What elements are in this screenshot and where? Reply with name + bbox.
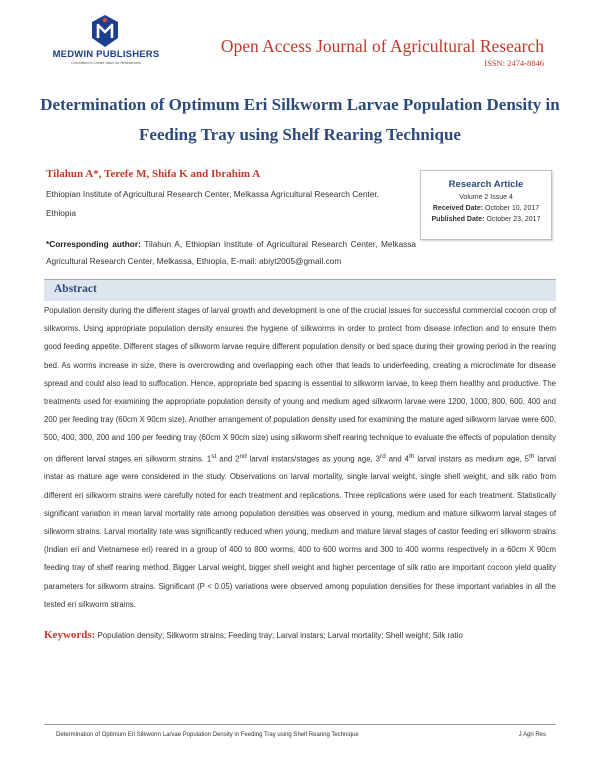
- paper-title: Determination of Optimum Eri Silkworm Larvae Population Density in Feeding Tray using Shelf Rearing Technique: [40, 95, 560, 144]
- abstract-header: [44, 279, 556, 301]
- corresponding-text: Tilahun A, Ethiopian Institute of Agricultural Research Center, Melkassa Agricultural Research Center, Melkassa, Ethiopia, E-mail: abiyt2005@gmail.com: [46, 239, 416, 266]
- corresponding-author: [46, 236, 416, 270]
- journal-title: Open Access Journal of Agricultural Research: [220, 36, 544, 56]
- publisher-name: MEDWIN PUBLISHERS: [52, 49, 160, 60]
- footer-divider: [44, 724, 556, 725]
- author-affiliation: Ethiopian Institute of Agricultural Research Center, Melkassa Agricultural Research Center, Ethiopia: [46, 189, 379, 218]
- published-label: Published Date:: [431, 216, 485, 223]
- abstract-text: Population density during the different stages of larval growth and development is one of the crucial issues for successful commercial cocoon crop of silkworms. Using appropriate population density ensures the hygiene of silkworms in order to protect from disease infection and to ensure them good feeding appetite. Different stages of silkworm larvae require different population density or bed space during their growing period in the rearing bed. As worms increase in size, there is overcrowding and overlapping each other that leads to underfeeding, creating a microclimate for disease spread and could also lead to suffocation. Hence, appropriate bed spacing is essential to silkworm larvae, to keep them healthy and productive. The treatments used for examining the appropriate population density of young and medium aged silkworm larvae were 1200, 1000, 800, 600, 400 and 200 per feeding tray (60cm X 90cm size). Another arrangement of population density used for examining the mature aged silkworm larvae were 600, 500, 400, 300, 200 and 100 per feeding tray (60cm X 90cm size) using silkworm shelf rearing technique to evaluate the effects of population density on different larval stages eri silkworm strains. 1st and 2nd larval instars/stages as young age, 3rd and 4th larval instars as medium age, 5th larval instar as mature age were considered in the study. Observations on larval mortality, single larval weight, single shell weight, and silk ratio from different eri silkworm strains were carefully noted for each treatment and replications. Three replications were used for each treatment. Statistically significant variation in mean larval mortality rate among population densities was observed in young, medium and mature silkworm larval stages of silkworm strains. Larval mortality rate was significantly reduced when young, medium and mature larval stages of castor feeding eri silkworm strains (Indian eri and Vietnamese eri) reared in a group of 400 to 800 worms, 400 to 600 worms and 300 to 400 worms respectively in a 60cm X 90cm feeding tray of shelf rearing method. Bigger Larval weight, bigger shell weight and higher percentage of silk ratio are important cocoon yield quality parameters for silkworm strains. Significant (P < 0.05) variations were observed among population densities for these important variables in all the tested eri silkworm strains.: [44, 306, 556, 609]
- keywords-label: Keywords:: [44, 629, 96, 641]
- abstract-heading: Abstract: [54, 283, 97, 295]
- publisher-logo: [46, 14, 166, 66]
- published-date: [421, 216, 551, 223]
- received-label: Received Date:: [432, 205, 484, 212]
- publisher-tagline: Committed to Create Value for Researchers: [71, 61, 141, 65]
- article-type: Research Article: [448, 179, 524, 190]
- footer-journal-abbrev: J Agri Res: [518, 732, 546, 738]
- article-info-box: [420, 170, 552, 240]
- author-list: Tilahun A*, Terefe M, Shifa K and Ibrahim A: [46, 168, 261, 180]
- corresponding-label: *Corresponding author:: [46, 239, 141, 249]
- keywords-text: Population density; Silkworm strains; Feeding tray; Larval instars; Larval mortality; Shell weight; Silk ratio: [97, 631, 463, 640]
- medwin-logo-icon: [90, 14, 120, 48]
- article-volume: Volume 2 Issue 4: [459, 194, 513, 201]
- received-date: [421, 205, 551, 212]
- keywords: [44, 629, 556, 641]
- journal-issn: ISSN: 2474-8846: [484, 58, 544, 68]
- footer-running-title: Determination of Optimum Eri Silkworm Larvae Population Density in Feeding Tray using Shelf Rearing Technique: [56, 732, 359, 738]
- published-value: October 23, 2017: [486, 216, 541, 223]
- received-value: October 10, 2017: [485, 205, 540, 212]
